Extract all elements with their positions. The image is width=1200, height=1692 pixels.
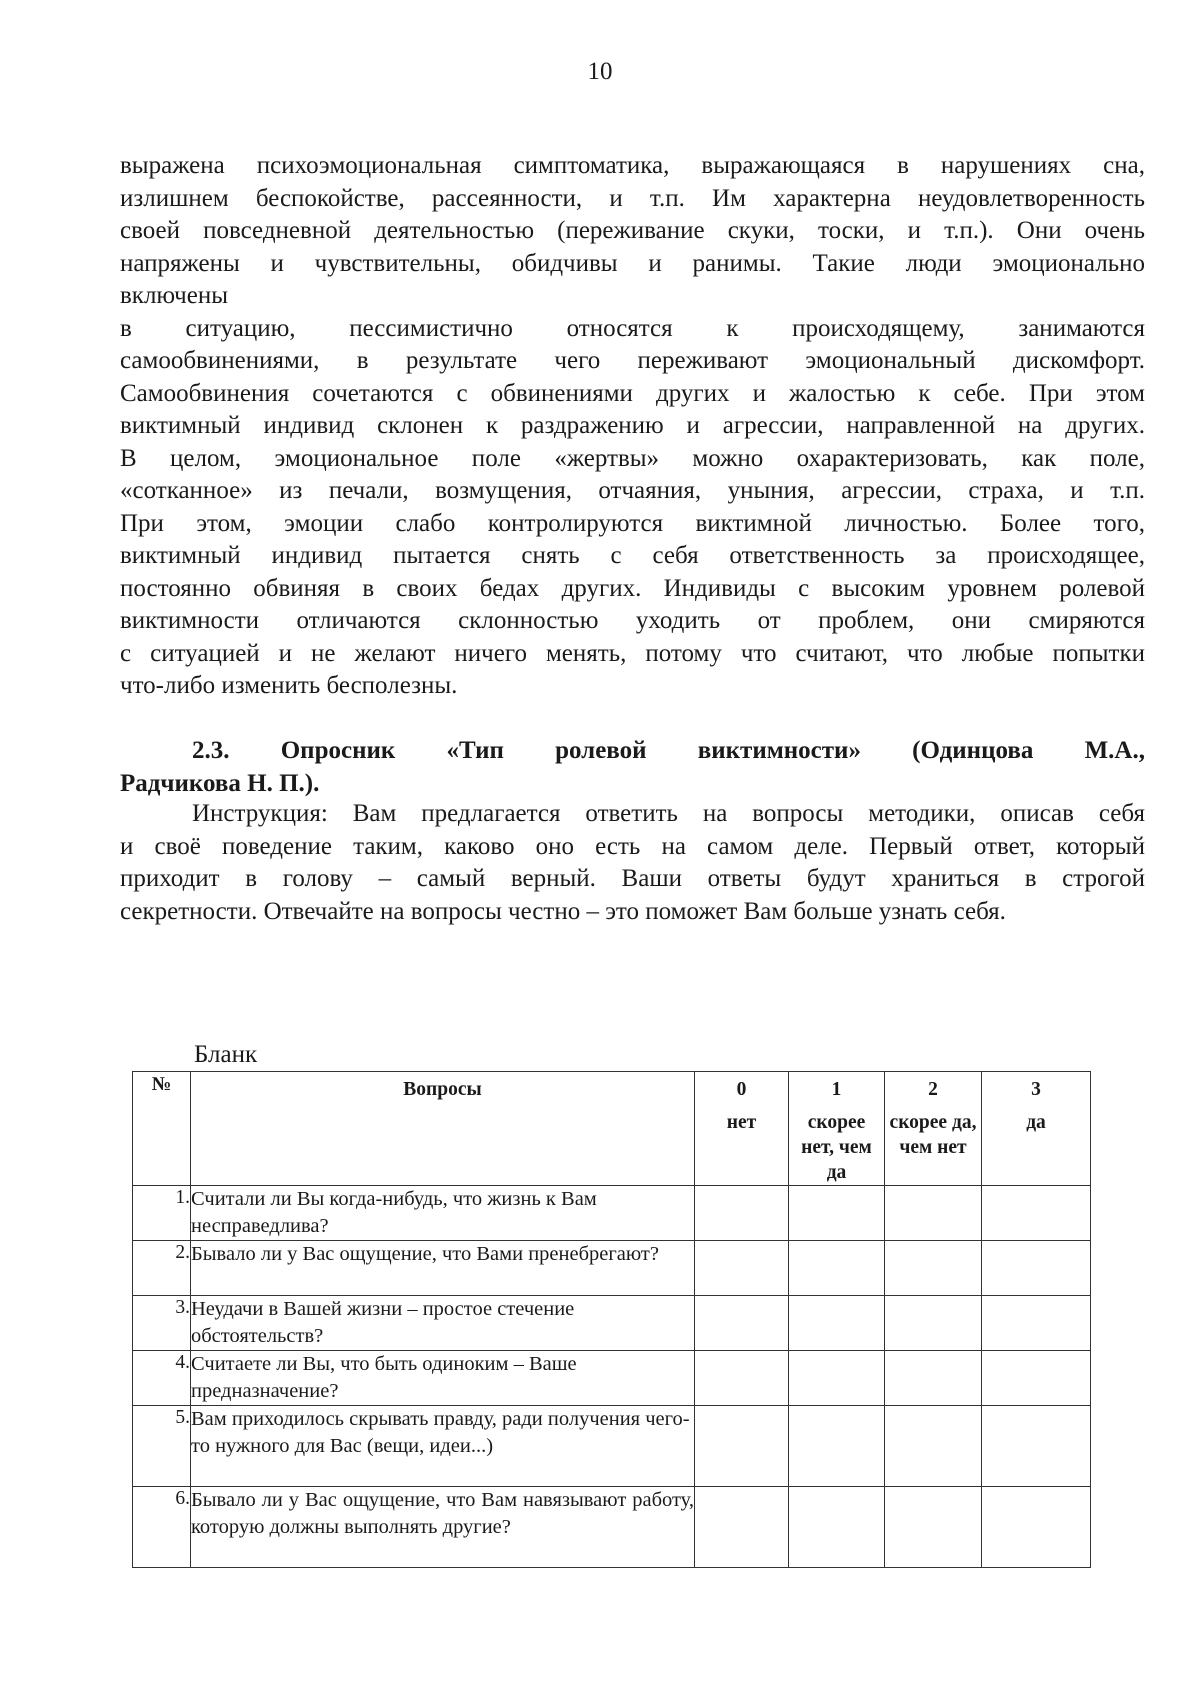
row-number: 4. xyxy=(133,1351,191,1406)
instruction-paragraph xyxy=(120,798,1145,928)
section-heading xyxy=(120,735,1145,800)
question-text: Вам приходилось скрывать правду, ради получения чего-то нужного для Вас (вещи, идеи...) xyxy=(191,1406,695,1487)
option-header: 2 скорее да, чем нет xyxy=(885,1072,982,1186)
answer-cell[interactable] xyxy=(789,1296,885,1351)
row-number: 2. xyxy=(133,1241,191,1296)
table-row xyxy=(133,1406,1091,1487)
option-header: 0 нет xyxy=(695,1072,789,1186)
table-row xyxy=(133,1351,1091,1406)
answer-cell[interactable] xyxy=(695,1487,789,1568)
question-text: Бывало ли у Вас ощущение, что Вами пренебрегают? xyxy=(191,1241,695,1296)
text-line: приходит в голову – самый верный. Ваши ответы будут храниться в строгой xyxy=(120,865,1145,892)
answer-cell[interactable] xyxy=(885,1186,982,1241)
text-line: постоянно обвиняя в своих бедах других. Индивиды с высоким уровнем ролевой xyxy=(120,574,1145,602)
answer-cell[interactable] xyxy=(695,1186,789,1241)
answer-cell[interactable] xyxy=(885,1406,982,1487)
text-line: виктимный индивид склонен к раздражению и агрессии, направленной на других. xyxy=(120,412,1145,439)
text-line: включены xyxy=(120,282,228,309)
answer-cell[interactable] xyxy=(885,1241,982,1296)
answer-cell[interactable] xyxy=(789,1186,885,1241)
text-line: При этом, эмоции слабо контролируются виктимной личностью. Более того, xyxy=(120,509,1145,537)
text-line: излишнем беспокойстве, рассеянности, и т.п. Им характерна неудовлетворенность xyxy=(120,184,1145,212)
text-line: в ситуацию, пессимистично относятся к происходящему, занимаются xyxy=(120,314,1145,342)
answer-cell[interactable] xyxy=(982,1296,1091,1351)
answer-cell[interactable] xyxy=(885,1296,982,1351)
blank-label: Бланк xyxy=(194,1041,258,1068)
answer-cell[interactable] xyxy=(695,1241,789,1296)
answer-cell[interactable] xyxy=(885,1487,982,1568)
row-number: 5. xyxy=(133,1406,191,1487)
answer-cell[interactable] xyxy=(982,1487,1091,1568)
text-line: В целом, эмоциональное поле «жертвы» можно охарактеризовать, как поле, xyxy=(120,444,1145,472)
table-header-row xyxy=(133,1072,1091,1186)
text-line: выражена психоэмоциональная симптоматика, выражающаяся в нарушениях сна, xyxy=(120,152,1145,179)
answer-cell[interactable] xyxy=(885,1351,982,1406)
text-line: виктимности отличаются склонностью уходить от проблем, они смиряются xyxy=(120,607,1145,634)
body-paragraph xyxy=(120,150,1145,703)
text-line: своей повседневной деятельностью (переживание скуки, тоски, и т.п.). Они очень xyxy=(120,217,1145,244)
answer-cell[interactable] xyxy=(982,1351,1091,1406)
question-text: Считали ли Вы когда-нибудь, что жизнь к Вам несправедлива? xyxy=(191,1186,695,1241)
text-line: секретности. Отвечайте на вопросы честно – это поможет Вам больше узнать себя. xyxy=(120,897,1006,925)
text-line: Инструкция: Вам предлагается ответить на вопросы методики, описав себя xyxy=(192,800,1145,827)
col-number-header: № xyxy=(133,1072,191,1186)
answer-cell[interactable] xyxy=(789,1487,885,1568)
text-line: что-либо изменить бесполезны. xyxy=(120,672,458,699)
table-row xyxy=(133,1186,1091,1241)
answer-cell[interactable] xyxy=(789,1241,885,1296)
question-text: Считаете ли Вы, что быть одиноким – Ваше предназначение? xyxy=(191,1351,695,1406)
answer-cell[interactable] xyxy=(695,1351,789,1406)
answer-cell[interactable] xyxy=(982,1406,1091,1487)
table-row xyxy=(133,1487,1091,1568)
heading-line: 2.3. Опросник «Тип ролевой виктимности» (Одинцова М.А., xyxy=(192,737,1145,764)
table-row xyxy=(133,1296,1091,1351)
page-number: 10 xyxy=(587,58,613,85)
answer-cell[interactable] xyxy=(789,1406,885,1487)
table-row xyxy=(133,1241,1091,1296)
questionnaire-table xyxy=(132,1071,1091,1568)
text-line: и своё поведение таким, каково оно есть на самом деле. Первый ответ, который xyxy=(120,832,1145,860)
heading-line: Радчикова Н. П.). xyxy=(120,769,320,797)
row-number: 6. xyxy=(133,1487,191,1568)
text-line: Самообвинения сочетаются с обвинениями других и жалостью к себе. При этом xyxy=(120,379,1145,407)
question-text: Бывало ли у Вас ощущение, что Вам навязывают работу, которую должны выполнять другие? xyxy=(191,1487,695,1568)
text-line: самообвинениями, в результате чего переживают эмоциональный дискомфорт. xyxy=(120,347,1145,374)
answer-cell[interactable] xyxy=(789,1351,885,1406)
option-header: 1 скорее нет, чем да xyxy=(789,1072,885,1186)
option-header: 3 да xyxy=(982,1072,1091,1186)
question-text: Неудачи в Вашей жизни – простое стечение обстоятельств? xyxy=(191,1296,695,1351)
answer-cell[interactable] xyxy=(982,1186,1091,1241)
col-questions-header: Вопросы xyxy=(191,1072,695,1186)
answer-cell[interactable] xyxy=(695,1296,789,1351)
text-line: напряжены и чувствительны, обидчивы и ранимы. Такие люди эмоционально xyxy=(120,249,1145,277)
row-number: 3. xyxy=(133,1296,191,1351)
answer-cell[interactable] xyxy=(982,1241,1091,1296)
text-line: с ситуацией и не желают ничего менять, потому что считают, что любые попытки xyxy=(120,639,1145,667)
answer-cell[interactable] xyxy=(695,1406,789,1487)
text-line: «сотканное» из печали, возмущения, отчаяния, уныния, агрессии, страха, и т.п. xyxy=(120,477,1145,504)
row-number: 1. xyxy=(133,1186,191,1241)
text-line: виктимный индивид пытается снять с себя ответственность за происходящее, xyxy=(120,542,1145,569)
